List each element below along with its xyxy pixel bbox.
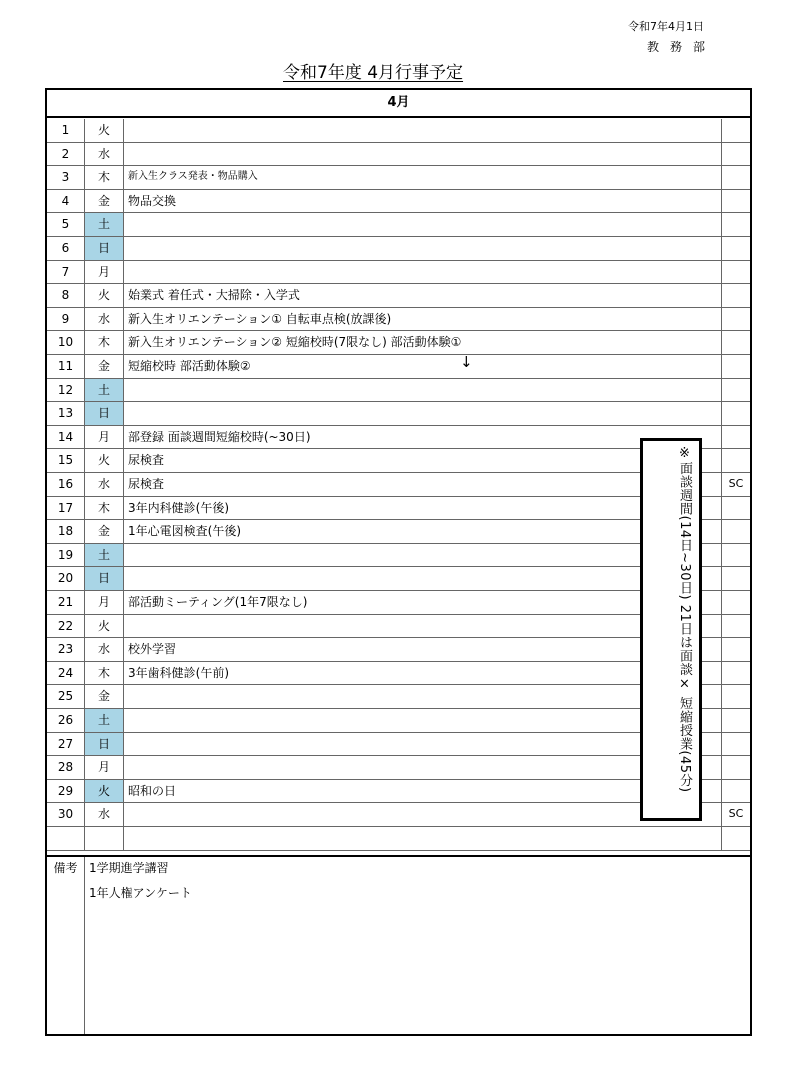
event-text xyxy=(124,733,722,756)
row-note xyxy=(722,379,750,402)
day-number: 20 xyxy=(47,567,85,590)
weekday: 金 xyxy=(85,355,124,378)
weekday: 月 xyxy=(85,591,124,614)
event-text xyxy=(124,544,722,567)
event-text xyxy=(124,143,722,166)
event-text: 新入生オリエンテーション① 自転車点検(放課後) xyxy=(124,308,722,331)
interview-week-note-box xyxy=(640,438,702,821)
day-number: 8 xyxy=(47,284,85,307)
weekday: 日 xyxy=(85,402,124,425)
day-number: 23 xyxy=(47,638,85,661)
calendar-row xyxy=(47,308,750,332)
weekday: 金 xyxy=(85,685,124,708)
row-note xyxy=(722,615,750,638)
day-number: 29 xyxy=(47,780,85,803)
row-note xyxy=(722,638,750,661)
row-note xyxy=(722,567,750,590)
event-text: 3年歯科健診(午前) xyxy=(124,662,722,685)
weekday: 水 xyxy=(85,638,124,661)
calendar-row xyxy=(47,119,750,143)
event-text xyxy=(124,709,722,732)
calendar-row xyxy=(47,402,750,426)
day-number: 24 xyxy=(47,662,85,685)
calendar-table xyxy=(45,88,752,1036)
event-text xyxy=(124,756,722,779)
row-note xyxy=(722,733,750,756)
row-note xyxy=(722,308,750,331)
weekday: 日 xyxy=(85,567,124,590)
weekday: 日 xyxy=(85,237,124,260)
remarks-item: 1年人権アンケート xyxy=(89,886,192,900)
calendar-row xyxy=(47,166,750,190)
weekday: 火 xyxy=(85,284,124,307)
day-number: 12 xyxy=(47,379,85,402)
row-note xyxy=(722,426,750,449)
weekday: 月 xyxy=(85,756,124,779)
day-number: 10 xyxy=(47,331,85,354)
event-text: 新入生オリエンテーション② 短縮校時(7限なし) 部活動体験① xyxy=(124,331,722,354)
event-text: 短縮校時 部活動体験② xyxy=(124,355,722,378)
row-note xyxy=(722,213,750,236)
row-note: SC xyxy=(728,807,744,821)
day-number xyxy=(47,827,85,850)
day-number: 2 xyxy=(47,143,85,166)
row-note xyxy=(722,402,750,425)
day-number: 5 xyxy=(47,213,85,236)
continuation-arrow: ↓ xyxy=(460,353,473,371)
event-text: 昭和の日 xyxy=(124,780,722,803)
day-number: 25 xyxy=(47,685,85,708)
weekday: 火 xyxy=(85,449,124,472)
day-number: 17 xyxy=(47,497,85,520)
calendar-row xyxy=(47,827,750,851)
calendar-row xyxy=(47,190,750,214)
day-number: 1 xyxy=(47,119,85,142)
row-note xyxy=(722,662,750,685)
day-number: 15 xyxy=(47,449,85,472)
weekday: 火 xyxy=(85,780,124,803)
weekday: 金 xyxy=(85,520,124,543)
day-number: 6 xyxy=(47,237,85,260)
weekday: 火 xyxy=(85,615,124,638)
interview-week-note: ※面談週間(14日~30日) 21日は面談× 短縮授業(45分) xyxy=(677,446,692,793)
weekday: 水 xyxy=(85,803,124,826)
event-text xyxy=(124,827,722,850)
event-text: 部登録 面談週間短縮校時(~30日) xyxy=(124,426,722,449)
weekday: 土 xyxy=(85,544,124,567)
event-text: 始業式 着任式・大掃除・入学式 xyxy=(124,284,722,307)
day-number: 14 xyxy=(47,426,85,449)
weekday xyxy=(85,827,124,850)
row-note xyxy=(722,331,750,354)
day-number: 28 xyxy=(47,756,85,779)
event-text: 尿検査 xyxy=(124,449,722,472)
document-title: 令和7年度 4月行事予定 xyxy=(283,63,464,83)
calendar-row xyxy=(47,237,750,261)
day-number: 11 xyxy=(47,355,85,378)
event-text xyxy=(124,119,722,142)
row-note xyxy=(722,497,750,520)
weekday: 木 xyxy=(85,662,124,685)
row-note xyxy=(722,709,750,732)
weekday: 水 xyxy=(85,308,124,331)
weekday: 月 xyxy=(85,261,124,284)
day-number: 19 xyxy=(47,544,85,567)
event-text: 3年内科健診(午後) xyxy=(124,497,722,520)
remarks-label: 備考 xyxy=(47,857,85,1034)
weekday: 月 xyxy=(85,426,124,449)
row-note xyxy=(722,756,750,779)
day-number: 9 xyxy=(47,308,85,331)
event-text: 校外学習 xyxy=(124,638,722,661)
calendar-row xyxy=(47,213,750,237)
day-number: 22 xyxy=(47,615,85,638)
weekday: 金 xyxy=(85,190,124,213)
event-text xyxy=(124,261,722,284)
event-text xyxy=(124,379,722,402)
event-text xyxy=(124,237,722,260)
calendar-row xyxy=(47,355,750,379)
weekday: 土 xyxy=(85,213,124,236)
row-note xyxy=(722,544,750,567)
row-note xyxy=(722,119,750,142)
day-number: 27 xyxy=(47,733,85,756)
day-number: 4 xyxy=(47,190,85,213)
row-note xyxy=(722,143,750,166)
weekday: 土 xyxy=(85,379,124,402)
row-note xyxy=(722,284,750,307)
remarks-section xyxy=(47,855,750,1034)
month-header: 4月 xyxy=(47,90,750,118)
weekday: 木 xyxy=(85,497,124,520)
weekday: 土 xyxy=(85,709,124,732)
calendar-row xyxy=(47,284,750,308)
issuer-department: 教務部 xyxy=(647,40,717,54)
event-text: 物品交換 xyxy=(124,190,722,213)
event-text xyxy=(124,685,722,708)
day-number: 21 xyxy=(47,591,85,614)
day-number: 7 xyxy=(47,261,85,284)
row-note xyxy=(722,237,750,260)
day-number: 30 xyxy=(47,803,85,826)
event-text: 尿検査 xyxy=(124,473,722,496)
weekday: 水 xyxy=(85,143,124,166)
event-text xyxy=(124,615,722,638)
day-number: 26 xyxy=(47,709,85,732)
event-text xyxy=(124,213,722,236)
row-note xyxy=(722,827,750,850)
event-text: 部活動ミーティング(1年7限なし) xyxy=(124,591,722,614)
event-text xyxy=(124,402,722,425)
row-note xyxy=(722,166,750,189)
row-note xyxy=(722,520,750,543)
weekday: 日 xyxy=(85,733,124,756)
row-note xyxy=(722,449,750,472)
calendar-row xyxy=(47,379,750,403)
day-number: 3 xyxy=(47,166,85,189)
weekday: 火 xyxy=(85,119,124,142)
remarks-item: 1学期進学講習 xyxy=(89,861,169,875)
day-number: 18 xyxy=(47,520,85,543)
row-note xyxy=(722,190,750,213)
row-note xyxy=(722,780,750,803)
issue-date: 令和7年4月1日 xyxy=(628,20,704,33)
row-note xyxy=(722,591,750,614)
day-number: 16 xyxy=(47,473,85,496)
calendar-row xyxy=(47,143,750,167)
row-note xyxy=(722,685,750,708)
weekday: 木 xyxy=(85,166,124,189)
day-number: 13 xyxy=(47,402,85,425)
row-note: SC xyxy=(728,477,744,490)
event-text xyxy=(124,803,722,826)
event-text: 1年心電図検査(午後) xyxy=(124,520,722,543)
weekday: 木 xyxy=(85,331,124,354)
calendar-row xyxy=(47,261,750,285)
calendar-row xyxy=(47,331,750,355)
event-text: 新入生クラス発表・物品購入 xyxy=(124,166,722,189)
weekday: 水 xyxy=(85,473,124,496)
row-note xyxy=(722,355,750,378)
event-text xyxy=(124,567,722,590)
row-note xyxy=(722,261,750,284)
